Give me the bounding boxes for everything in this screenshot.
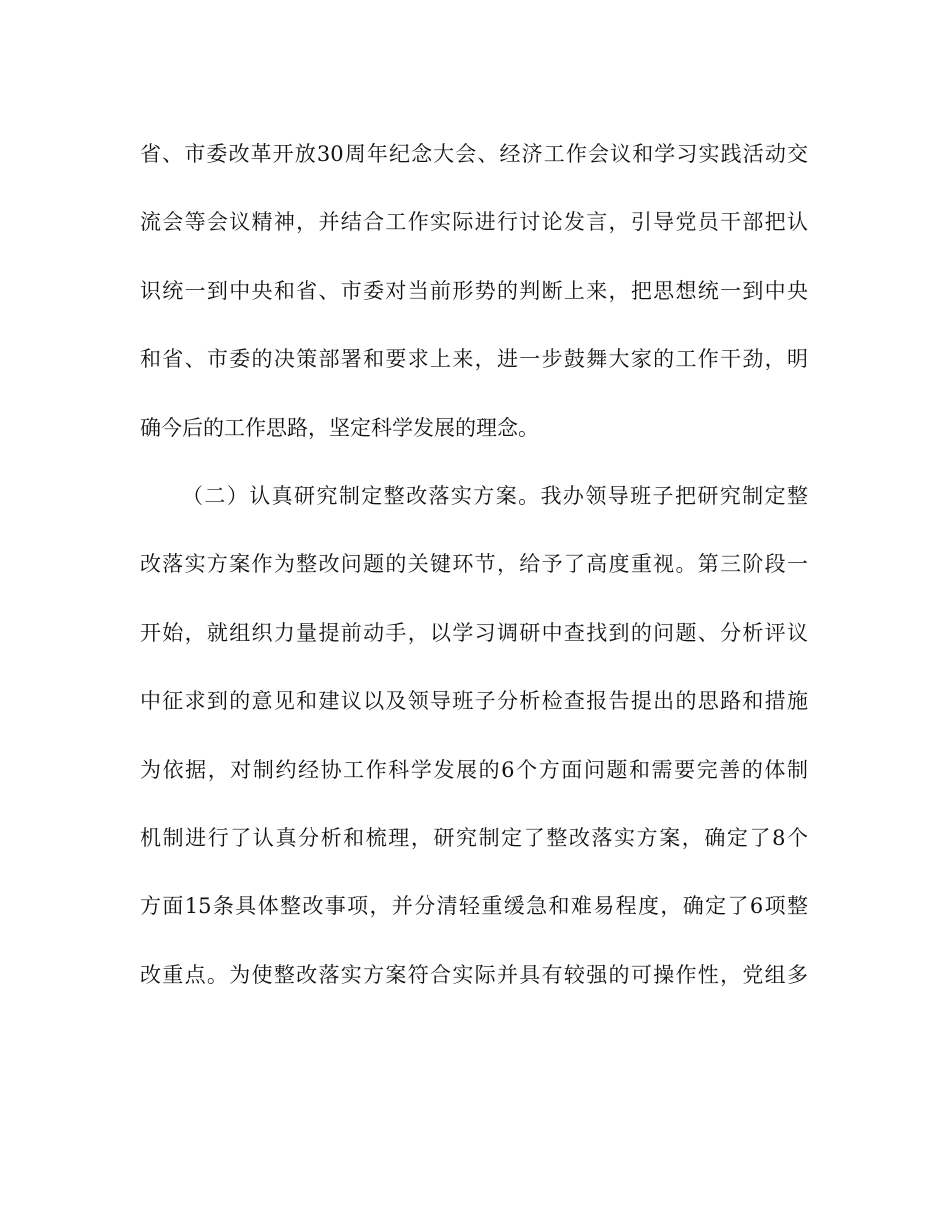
paragraph-line: 识统一到中央和省、市委对当前形势的判断上来，把思想统一到中央: [140, 278, 808, 303]
paragraph-line: 改重点。为使整改落实方案符合实际并具有较强的可操作性，党组多: [140, 962, 808, 987]
paragraph-line: 省、市委改革开放30周年纪念大会、经济工作会议和学习实践活动交: [140, 142, 808, 166]
paragraph-line: 开始，就组织力量提前动手，以学习调研中查找到的问题、分析评议: [140, 620, 808, 645]
paragraph-line: 改落实方案作为整改问题的关键环节，给予了高度重视。第三阶段一: [140, 552, 808, 577]
paragraph-line: 确今后的工作思路，坚定科学发展的理念。: [140, 415, 539, 440]
paragraph-line: （二）认真研究制定整改落实方案。我办领导班子把研究制定整: [182, 483, 808, 508]
paragraph-line: 机制进行了认真分析和梳理，研究制定了整改落实方案，确定了8个: [140, 825, 808, 850]
paragraph-line: 方面15条具体整改事项，并分清轻重缓急和难易程度，确定了6项整: [140, 894, 808, 919]
paragraph-line: 流会等会议精神，并结合工作实际进行讨论发言，引导党员干部把认: [140, 210, 808, 235]
paragraph-line: 中征求到的意见和建议以及领导班子分析检查报告提出的思路和措施: [140, 689, 808, 714]
paragraph-line: 为依据，对制约经协工作科学发展的6个方面问题和需要完善的体制: [140, 757, 808, 782]
document-body: [140, 142, 808, 1031]
paragraph-line: 和省、市委的决策部署和要求上来，进一步鼓舞大家的工作干劲，明: [140, 347, 808, 372]
